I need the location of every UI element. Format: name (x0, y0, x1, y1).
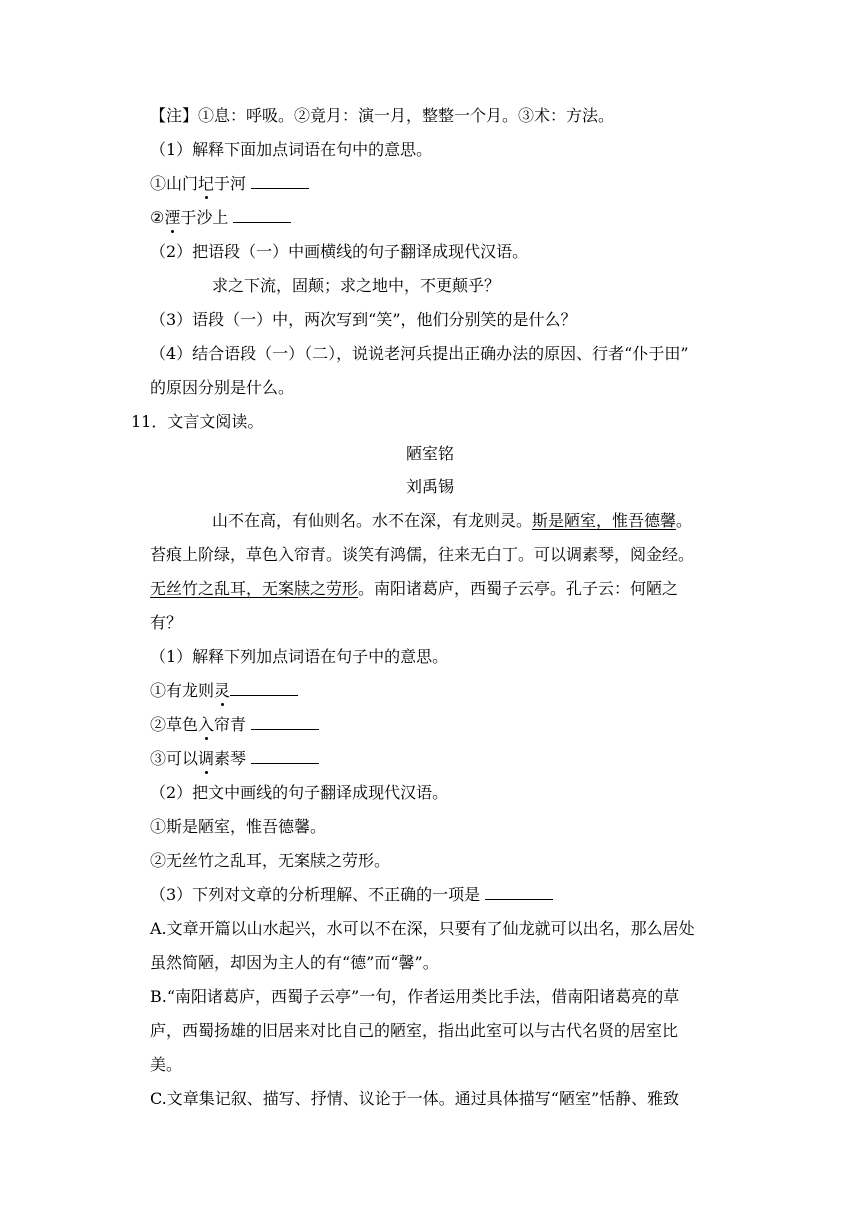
underlined-sentence: 斯是陋室，惟吾德馨 (532, 511, 677, 530)
answer-blank (485, 885, 553, 900)
underlined-sentence: 无丝竹之乱耳，无案牍之劳形 (150, 579, 359, 598)
emphasis-dot-char: 入 (198, 715, 215, 734)
question-1-item-a: ①山门圮于河 (150, 174, 309, 194)
poem-title: 陋室铭 (405, 444, 454, 463)
passage-line-3: 无丝竹之乱耳，无案牍之劳形。南阳诸葛庐，西蜀子云亭。孔子云：何陋之 (150, 579, 679, 598)
sub-question-1-prompt: （1）解释下列加点词语在句子中的意思。 (150, 647, 449, 666)
sub-question-1-item-a: ①有龙则灵 (150, 681, 298, 701)
sub-question-1-item-c: ③可以调素琴 (150, 749, 319, 769)
answer-blank (251, 715, 319, 730)
option-a-line-2: 虽然简陋，却因为主人的有“德”而“馨”。 (150, 953, 439, 972)
annotation-note: 【注】①息：呼吸。②竟月：演一月，整整一个月。③术：方法。 (150, 106, 615, 125)
emphasis-dot-char: 调 (198, 749, 215, 768)
sub-question-1-item-b: ②草色入帘青 (150, 715, 319, 735)
answer-blank (251, 174, 309, 189)
passage-line-1: 山不在高，有仙则名。水不在深，有龙则灵。斯是陋室，惟吾德馨。 (212, 511, 693, 530)
question-11-heading: 11．文言文阅读。 (131, 412, 264, 431)
sub-question-2-prompt: （2）把文中画线的句子翻译成现代汉语。 (150, 783, 449, 802)
passage-line-2: 苔痕上阶绿，草色入帘青。谈笑有鸿儒，往来无白丁。可以调素琴，阅金经。 (150, 545, 695, 564)
answer-blank (233, 208, 291, 223)
question-2-sentence: 求之下流，固颠；求之地中，不更颠乎？ (212, 276, 501, 295)
sub-question-2-item-a: ①斯是陋室，惟吾德馨。 (150, 817, 327, 836)
question-4-line-2: 的原因分别是什么。 (150, 378, 295, 397)
option-b-line-3: 美。 (150, 1055, 183, 1074)
emphasis-dot-char: 湮 (164, 208, 181, 227)
emphasis-dot-char: 灵 (214, 681, 231, 700)
question-3-prompt: （3）语段（一）中，两次写到“笑”，他们分别笑的是什么？ (150, 310, 577, 329)
option-b-line-2: 庐，西蜀扬雄的旧居来对比自己的陋室，指出此室可以与古代名贤的居室比 (150, 1021, 679, 1040)
question-1-item-b: ②湮于沙上 (150, 208, 291, 228)
answer-blank (230, 681, 298, 696)
poem-author: 刘禹锡 (405, 477, 454, 496)
option-a-line-1: A.文章开篇以山水起兴，水可以不在深，只要有了仙龙就可以出名，那么居处 (150, 919, 695, 938)
question-1-prompt: （1）解释下面加点词语在句中的意思。 (150, 140, 433, 159)
passage-line-4: 有？ (150, 613, 183, 632)
question-4-line-1: （4）结合语段（一）（二），说说老河兵提出正确办法的原因、行者“仆于田” (150, 344, 689, 363)
answer-blank (251, 749, 319, 764)
question-2-prompt: （2）把语段（一）中画横线的句子翻译成现代汉语。 (150, 242, 529, 261)
sub-question-3-prompt: （3）下列对文章的分析理解、不正确的一项是 (150, 885, 553, 905)
sub-question-2-item-b: ②无丝竹之乱耳，无案牍之劳形。 (150, 851, 391, 870)
emphasis-dot-char: 圮 (198, 174, 215, 193)
option-b-line-1: B.“南阳诸葛庐，西蜀子云亭”一句，作者运用类比手法，借南阳诸葛亮的草 (150, 987, 680, 1006)
option-c-line-1: C.文章集记叙、描写、抒情、议论于一体。通过具体描写“陋室”恬静、雅致 (150, 1089, 680, 1108)
